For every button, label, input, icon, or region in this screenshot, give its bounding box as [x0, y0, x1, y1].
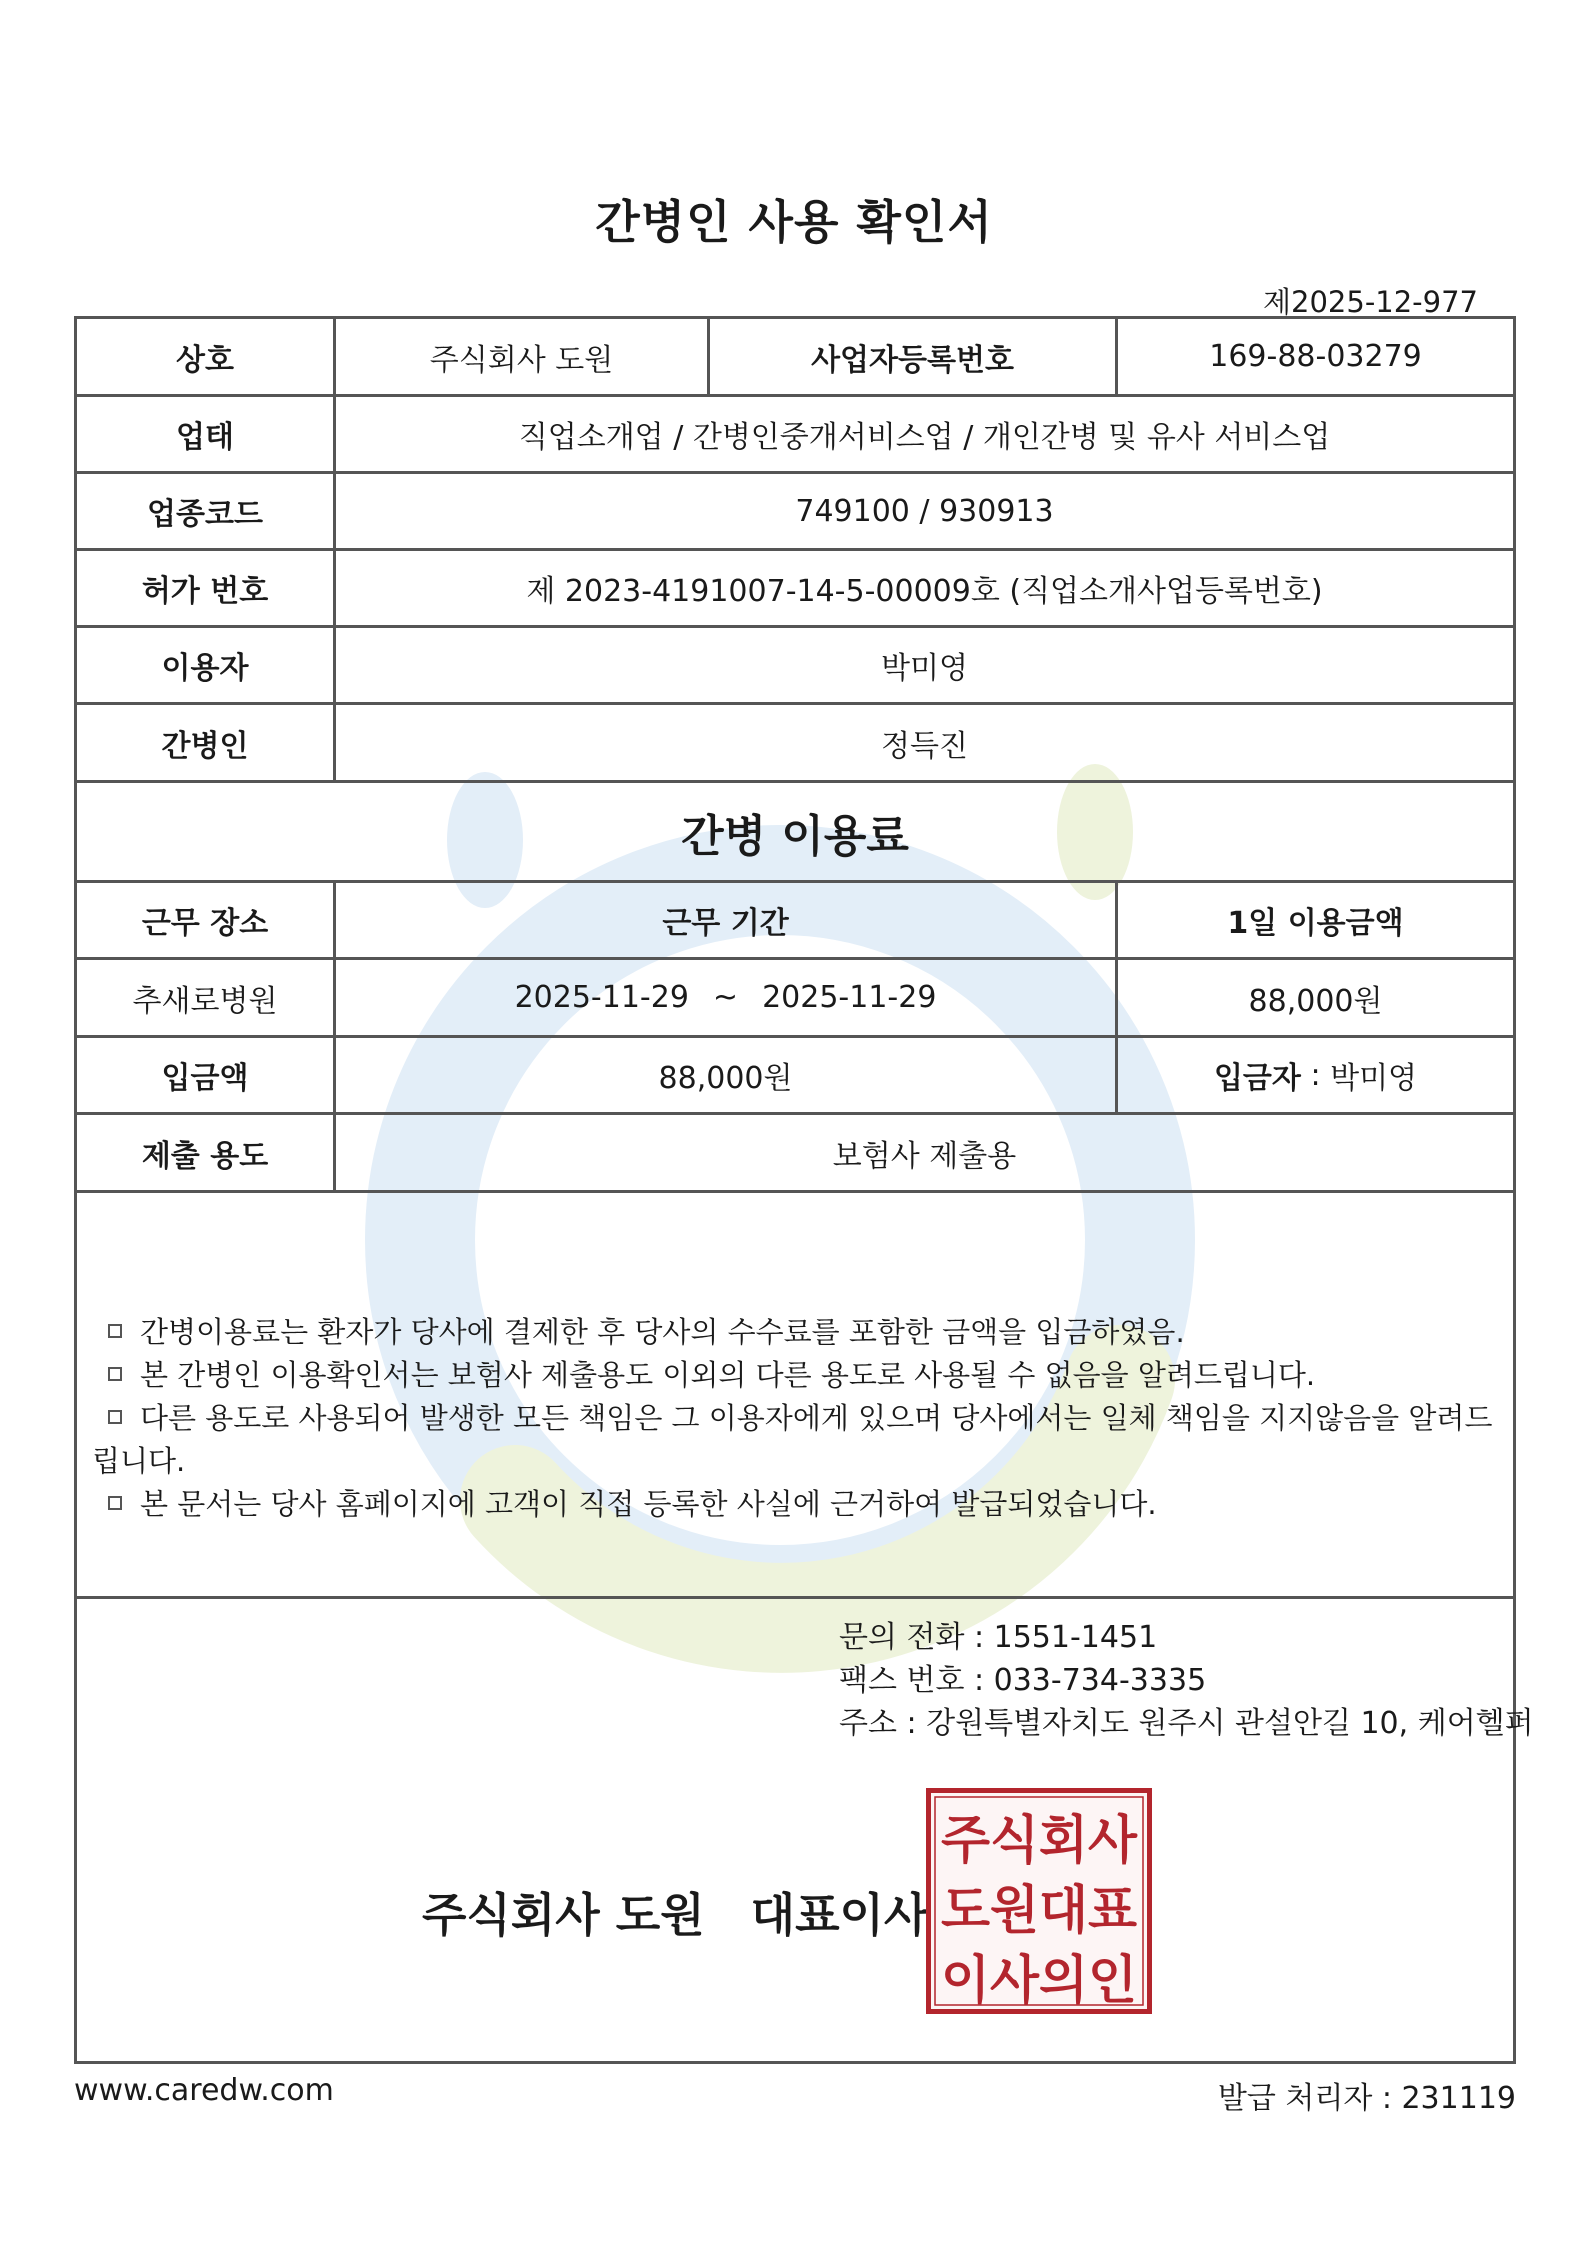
period-end: 2025-11-29	[762, 980, 937, 1015]
note-item: 다른 용도로 사용되어 발생한 모든 책임은 그 이용자에게 있으며 당사에서는 일체 책임을 지지않음을 알려드	[92, 1397, 1476, 1440]
user-name: 박미영	[333, 628, 1513, 702]
fee-section-title: 간병 이용료	[681, 810, 909, 862]
issuer-id: 발급 처리자 : 231119	[1217, 2081, 1516, 2116]
label-user: 이용자	[161, 651, 249, 686]
business-name: 주식회사 도원	[333, 319, 707, 394]
note-item: 간병이용료는 환자가 당사에 결제한 후 당사의 수수료를 포함한 금액을 입금하였음.	[92, 1311, 1476, 1354]
label-caregiver: 간병인	[161, 728, 249, 764]
label-depositor: 입금자	[1213, 1061, 1301, 1096]
registration-number: 169-88-03279	[1115, 319, 1513, 394]
svg-text:도원대표: 도원대표	[941, 1881, 1137, 1941]
label-license: 허가 번호	[141, 574, 269, 609]
contact-address: 주소 : 강원특별자치도 원주시 관설안길 10, 케어헬퍼	[839, 1706, 1534, 1741]
label-business-name: 상호	[176, 342, 234, 378]
label-industry-code: 업종코드	[147, 497, 263, 532]
label-purpose: 제출 용도	[141, 1138, 269, 1174]
submission-purpose: 보험사 제출용	[333, 1115, 1513, 1190]
depositor-name: 박미영	[1330, 1061, 1418, 1096]
label-business-type: 업태	[176, 420, 234, 455]
label-registration-number: 사업자등록번호	[707, 319, 1115, 394]
caregiver-name: 정득진	[333, 705, 1513, 780]
document-number: 제2025-12-977	[1263, 285, 1478, 319]
contact-fax: 팩스 번호 : 033-734-3335	[839, 1663, 1207, 1698]
label-daily-amount: 1일 이용금액	[1115, 883, 1513, 957]
signature-line	[422, 1879, 928, 1945]
document-title: 간병인 사용 확인서	[595, 195, 993, 249]
notes-list	[92, 1311, 1493, 1526]
label-work-place: 근무 장소	[141, 906, 269, 941]
note-item-continued: 립니다.	[92, 1444, 186, 1478]
work-place: 추새로병원	[132, 983, 278, 1019]
depositor-colon: :	[1300, 1057, 1331, 1093]
signature-company: 주식회사 도원	[422, 1888, 705, 1942]
square-bullet-icon	[108, 1496, 122, 1510]
label-work-period: 근무 기간	[333, 883, 1115, 957]
signature-title: 대표이사	[750, 1888, 929, 1942]
daily-amount: 88,000원	[1115, 960, 1513, 1035]
period-separator: ~	[712, 980, 739, 1015]
website-url: www.caredw.com	[74, 2073, 334, 2108]
contact-info	[839, 1616, 1534, 1745]
company-seal-icon	[926, 1788, 1152, 2014]
deposit-amount: 88,000원	[333, 1038, 1115, 1112]
note-item: 본 문서는 당사 홈페이지에 고객이 직접 등록한 사실에 근거하여 발급되었습니다.	[92, 1483, 1476, 1526]
svg-text:이사의인: 이사의인	[941, 1951, 1137, 2011]
square-bullet-icon	[108, 1367, 122, 1381]
license-number: 제 2023-4191007-14-5-00009호 (직업소개사업등록번호)	[333, 551, 1513, 625]
label-deposit: 입금액	[161, 1061, 249, 1096]
note-item: 본 간병인 이용확인서는 보험사 제출용도 이외의 다른 용도로 사용될 수 없음을 알려드립니다.	[92, 1354, 1476, 1397]
square-bullet-icon	[108, 1410, 122, 1424]
period-start: 2025-11-29	[514, 980, 689, 1015]
notes-layer	[74, 316, 1534, 2064]
contact-phone: 문의 전화 : 1551-1451	[839, 1620, 1158, 1655]
business-type: 직업소개업 / 간병인중개서비스업 / 개인간병 및 유사 서비스업	[333, 397, 1513, 471]
square-bullet-icon	[108, 1324, 122, 1338]
svg-text:주식회사: 주식회사	[941, 1811, 1138, 1871]
industry-code: 749100 / 930913	[333, 474, 1513, 548]
